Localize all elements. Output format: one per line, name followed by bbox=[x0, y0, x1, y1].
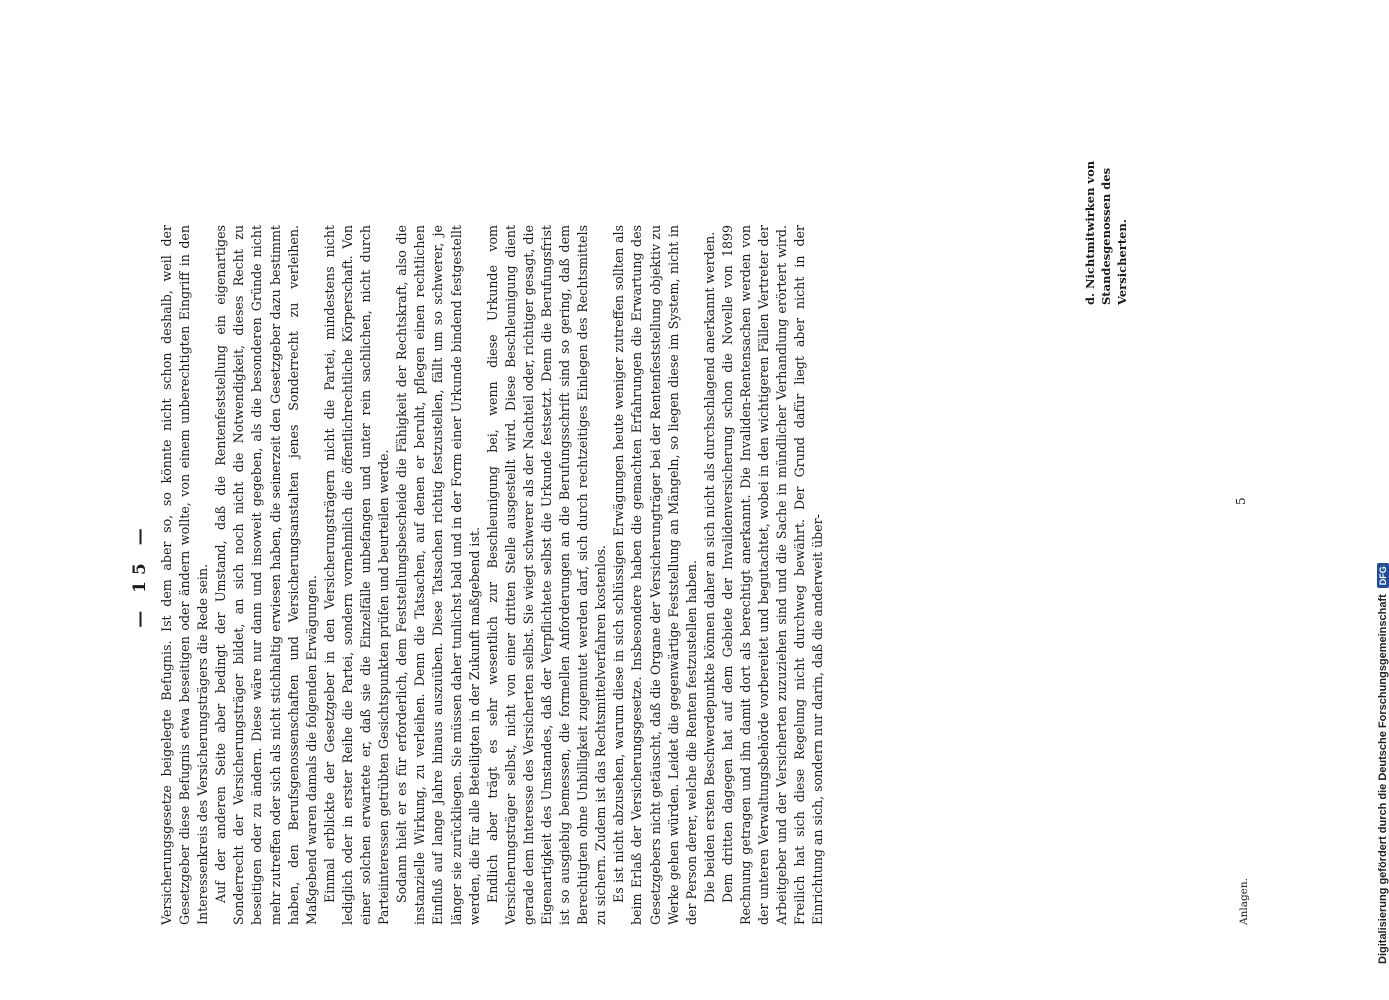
paragraph: Einmal erblickte der Gesetzgeber in den Versicherungsträgern nicht die Partei, mindestens nicht lediglich oder in erster Reihe die Partei, sondern vornehmlich die öffentlichrechtliche Körperschaft. Von einer solchen erwartete er, daß sie die Einzelfälle unbefangen und unter rein sachlichen, nicht durch Parteiinteressen getrübten Gesichtspunkten prüfen und beurteilen werde. bbox=[321, 225, 392, 925]
paragraph: Dem dritten dagegen hat auf dem Gebiete der Invalidenversicherung schon die Novelle von 1899 Rechnung getragen und ihn damit dort als berechtigt anerkannt. Die Invaliden-Rentensachen werden von der unteren Verwaltungsbehörde vorbereitet und begutachtet, wobei in den wichtigeren Fällen Vertreter der Arbeitgeber und der Versicherten zuzuziehen sind und die Sache in mündlicher Verhandlung erörtert wird. Freilich hat sich diese Regelung nicht durchweg bewährt. Der Grund dafür liegt aber nicht in der Einrichtung an sich, sondern nur darin, daß die anderweit über- bbox=[719, 225, 826, 925]
paragraph: Endlich aber trägt es sehr wesentlich zur Beschleunigung bei, wenn diese Urkunde vom Versicherungsträger selbst, nicht von einer dritten Stelle ausgestellt wird. Diese Beschleunigung dient gerade dem Interesse des Versicherten selbst. Sie wiegt schwerer als der Nachteil oder, richtiger gesagt, die Eigenartigkeit des Umstandes, daß der Verpflichtete selbst die Urkunde festsetzt. Denn die Berufungsfrist ist so ausgiebig bemessen, die formellen Anforderungen an die Berufungsschrift sind so gering, daß dem Berechtigten ohne Unbilligkeit zugemutet werden darf, sich durch rechtzeitiges Einlegen des Rechtsmittels zu sichern. Zudem ist das Rechtsmittelverfahren kostenlos. bbox=[484, 225, 609, 925]
paragraph: Die beiden ersten Beschwerdepunkte können daher an sich nicht als durchschlagend anerkannt werden. bbox=[701, 231, 717, 903]
paragraph: Sodann hielt er es für erforderlich, dem Feststellungsbescheide die Fähigkeit der Rechtskraft, also die instanzielle Wirkung, zu verleihen. Denn die Tatsachen, auf denen er beruht, pflegen einen rechtlichen Einfluß auf lange Jahre hinaus auszuüben. Diese Tatsachen richtig festzustellen, fällt um so schwerer, je länger sie zurückliegen. Sie müssen daher tunlichst bald und in der Form einer Urkunde bindend festgestellt werden, die für alle Beteiligten in der Zukunft maßgebend ist. bbox=[394, 225, 482, 925]
paragraph: Auf der anderen Seite aber bedingt der Umstand, daß die Rentenfeststellung ein eigenartiges Sonderrecht der Versicherungsträger bildet, an sich noch nicht die Notwendigkeit, dieses Recht zu beseitigen oder zu ändern. Diese wäre nur dann und insoweit gegeben, als die besonderen Gründe nicht mehr zutreffen oder sich als nicht stichhaltig erwiesen haben, die seinerzeit den Gesetzgeber dazu bestimmt haben, den Berufsgenossenschaften und Versicherungsanstalten jenes Sonderrecht zu verleihen. Maßgebend waren damals die folgenden Erwägungen. bbox=[213, 225, 319, 925]
signature-mark: 5 bbox=[1234, 497, 1248, 505]
margin-note: d. Nichtmitwirken von Standesgenossen des Versicherten. bbox=[1083, 160, 1129, 305]
page-body bbox=[158, 225, 827, 925]
rotated-page bbox=[130, 160, 1250, 925]
dfg-logo: DFG bbox=[1377, 563, 1389, 588]
page-number: — 15 — bbox=[130, 522, 150, 628]
footer-note: Anlagen. bbox=[1238, 878, 1250, 925]
paragraph: Versicherungsgesetze beigelegte Befugnis. Ist dem aber so, so könnte nicht schon deshalb, weil der Gesetzgeber diese Befugnis etwa beseitigen oder ändern wollte, von einem unberechtigten Eingriff in den Interessenkreis des Versicherungsträgers die Rede sein. bbox=[159, 225, 211, 925]
credit-text: Digitalisierung gefördert durch die Deutsche Forschungsgemeinschaft bbox=[1377, 594, 1389, 964]
paragraph: Es ist nicht abzusehen, warum diese in sich schlüssigen Erwägungen heute weniger zutreffen sollten als beim Erlaß der Versicherungsgesetze. Insbesondere haben die gemachten Erfahrungen die Erwartung des Gesetzgebers nicht getäuscht, daß die Organe der Versicherungträger bei der Rentenfeststellung objektiv zu Werke gehen würden. Leidet die gegenwärtige Feststellung an Mängeln, so liegen diese im System, nicht in der Person derer, welche die Renten festzustellen haben. bbox=[611, 225, 699, 925]
digitization-credit bbox=[1377, 563, 1389, 964]
